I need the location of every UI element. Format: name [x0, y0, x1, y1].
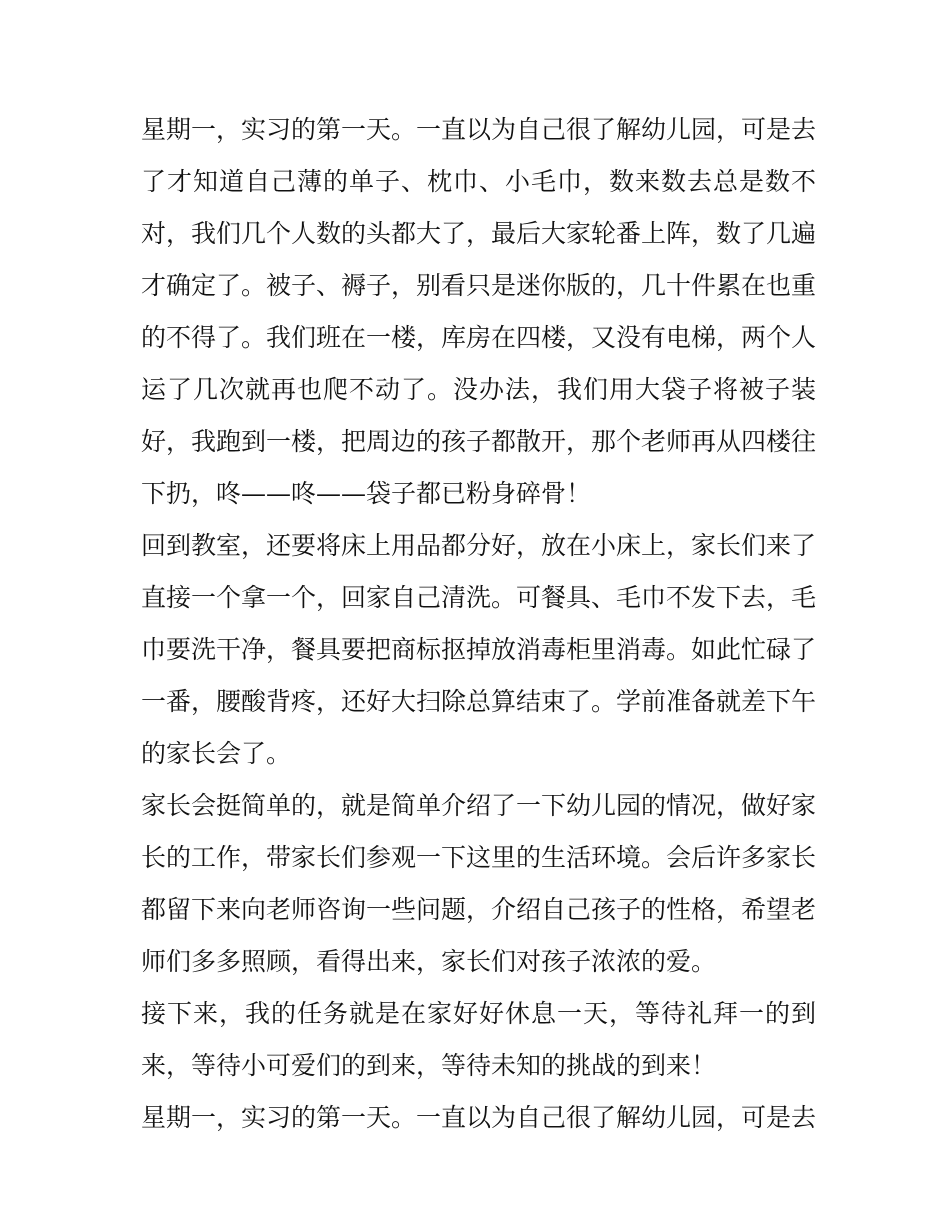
paragraph-5: 星期一，实习的第一天。一直以为自己很了解幼儿园，可是去 [141, 1103, 817, 1132]
paragraph-3: 家长会挺简单的，就是简单介绍了一下幼儿园的情况，做好家长的工作，带家长们参观一下这里的生活环境。会后许多家长都留下来向老师咨询一些问题，介绍自己孩子的性格，希望老师们多多照顾，看得出来，家长们对孩子浓浓的爱。 [141, 791, 817, 976]
paragraph-1: 星期一，实习的第一天。一直以为自己很了解幼儿园，可是去了才知道自己薄的单子、枕巾、小毛巾，数来数去总是数不对，我们几个人数的头都大了，最后大家轮番上阵，数了几遍才确定了。被子、褥子，别看只是迷你版的，几十件累在也重的不得了。我们班在一楼，库房在四楼，又没有电梯，两个人运了几次就再也爬不动了。没办法，我们用大袋子将被子装好，我跑到一楼，把周边的孩子都散开，那个老师再从四楼往下扔，咚——咚——袋子都已粉身碎骨！ [141, 115, 817, 508]
paragraph-4: 接下来，我的任务就是在家好好休息一天，等待礼拜一的到来，等待小可爱们的到来，等待未知的挑战的到来！ [141, 999, 816, 1080]
document-body [141, 104, 816, 1144]
paragraph-2: 回到教室，还要将床上用品都分好，放在小床上，家长们来了直接一个拿一个，回家自己清洗。可餐具、毛巾不发下去，毛巾要洗干净，餐具要把商标抠掉放消毒柜里消毒。如此忙碌了一番，腰酸背疼，还好大扫除总算结束了。学前准备就差下午的家长会了。 [141, 531, 817, 768]
